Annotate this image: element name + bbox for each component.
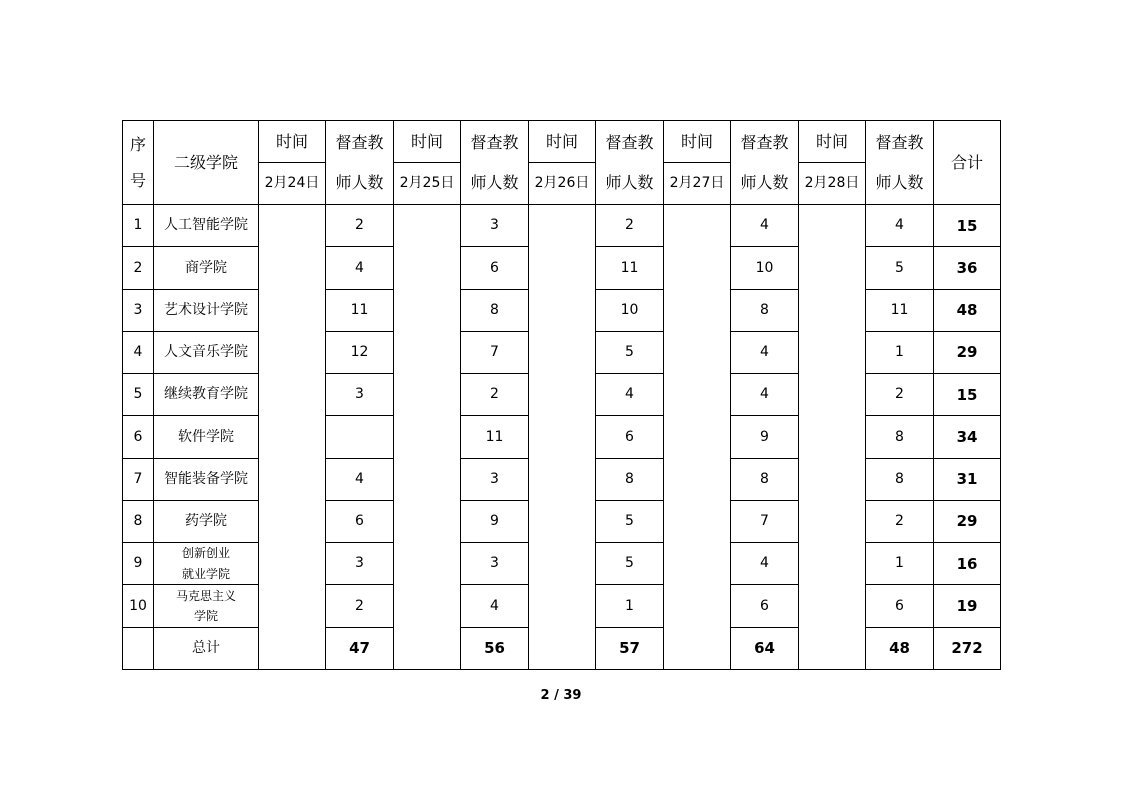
count-cell: 8 bbox=[866, 458, 934, 500]
column-total: 64 bbox=[731, 627, 799, 669]
row-seq: 9 bbox=[123, 543, 154, 585]
row-seq: 7 bbox=[123, 458, 154, 500]
count-cell: 6 bbox=[866, 585, 934, 627]
count-cell: 9 bbox=[461, 500, 529, 542]
time-blank-cell bbox=[394, 205, 461, 670]
time-blank-cell bbox=[259, 205, 326, 670]
date-header: 2月27日 bbox=[664, 163, 731, 205]
time-header: 时间 bbox=[799, 121, 866, 163]
count-cell: 6 bbox=[731, 585, 799, 627]
column-total: 56 bbox=[461, 627, 529, 669]
row-total: 29 bbox=[934, 500, 1001, 542]
seq-header: 序 号 bbox=[123, 121, 154, 205]
time-header: 时间 bbox=[664, 121, 731, 163]
time-header: 时间 bbox=[394, 121, 461, 163]
college-name-line: 马克思主义 bbox=[175, 588, 236, 603]
column-total: 57 bbox=[596, 627, 664, 669]
total-label: 总计 bbox=[154, 627, 259, 669]
count-cell: 2 bbox=[326, 205, 394, 247]
count-cell: 2 bbox=[461, 374, 529, 416]
count-cell: 2 bbox=[866, 500, 934, 542]
date-header: 2月24日 bbox=[259, 163, 326, 205]
grand-total: 272 bbox=[934, 627, 1001, 669]
count-header: 督查教 师人数 bbox=[326, 121, 394, 205]
row-seq: 8 bbox=[123, 500, 154, 542]
count-cell: 11 bbox=[596, 247, 664, 289]
count-cell: 4 bbox=[731, 205, 799, 247]
college-name-line: 创新创业 bbox=[181, 546, 230, 561]
count-cell: 7 bbox=[731, 500, 799, 542]
row-total: 15 bbox=[934, 205, 1001, 247]
row-seq: 2 bbox=[123, 247, 154, 289]
row-total: 31 bbox=[934, 458, 1001, 500]
count-header: 督查教 师人数 bbox=[596, 121, 664, 205]
row-college-name: 人工智能学院 bbox=[154, 205, 259, 247]
college-name-line: 就业学院 bbox=[181, 566, 230, 581]
count-cell: 8 bbox=[731, 289, 799, 331]
row-total: 16 bbox=[934, 543, 1001, 585]
count-cell: 8 bbox=[461, 289, 529, 331]
count-cell: 8 bbox=[596, 458, 664, 500]
count-cell: 2 bbox=[866, 374, 934, 416]
table-header bbox=[123, 121, 1001, 205]
count-cell: 6 bbox=[326, 500, 394, 542]
count-cell: 3 bbox=[461, 543, 529, 585]
row-total: 36 bbox=[934, 247, 1001, 289]
row-seq: 10 bbox=[123, 585, 154, 627]
count-cell: 4 bbox=[461, 585, 529, 627]
count-cell: 1 bbox=[596, 585, 664, 627]
count-cell: 10 bbox=[596, 289, 664, 331]
count-cell: 4 bbox=[326, 458, 394, 500]
count-cell: 1 bbox=[866, 543, 934, 585]
row-college-name: 人文音乐学院 bbox=[154, 331, 259, 373]
count-cell: 12 bbox=[326, 331, 394, 373]
row-college-name bbox=[154, 585, 259, 627]
row-total: 29 bbox=[934, 331, 1001, 373]
row-college-name: 智能装备学院 bbox=[154, 458, 259, 500]
count-cell: 2 bbox=[596, 205, 664, 247]
count-cell: 8 bbox=[731, 458, 799, 500]
time-blank-cell bbox=[664, 205, 731, 670]
count-cell: 3 bbox=[326, 543, 394, 585]
page-number: 2 / 39 bbox=[540, 688, 582, 703]
row-total: 48 bbox=[934, 289, 1001, 331]
count-cell: 6 bbox=[461, 247, 529, 289]
row-total: 19 bbox=[934, 585, 1001, 627]
count-cell: 11 bbox=[326, 289, 394, 331]
count-cell: 6 bbox=[596, 416, 664, 458]
row-college-name: 药学院 bbox=[154, 500, 259, 542]
count-cell: 8 bbox=[866, 416, 934, 458]
count-cell: 9 bbox=[731, 416, 799, 458]
count-header: 督查教 师人数 bbox=[866, 121, 934, 205]
time-header: 时间 bbox=[529, 121, 596, 163]
count-cell: 5 bbox=[596, 543, 664, 585]
count-cell: 4 bbox=[731, 543, 799, 585]
count-cell: 2 bbox=[326, 585, 394, 627]
table-body bbox=[123, 205, 1001, 670]
row-seq: 6 bbox=[123, 416, 154, 458]
count-cell: 4 bbox=[731, 374, 799, 416]
count-cell: 4 bbox=[326, 247, 394, 289]
count-cell: 10 bbox=[731, 247, 799, 289]
row-seq: 5 bbox=[123, 374, 154, 416]
row-college-name: 继续教育学院 bbox=[154, 374, 259, 416]
count-cell: 11 bbox=[461, 416, 529, 458]
count-cell: 4 bbox=[866, 205, 934, 247]
count-cell: 5 bbox=[596, 500, 664, 542]
count-cell: 3 bbox=[326, 374, 394, 416]
row-college-name: 艺术设计学院 bbox=[154, 289, 259, 331]
row-total: 15 bbox=[934, 374, 1001, 416]
count-cell bbox=[326, 416, 394, 458]
row-college-name: 软件学院 bbox=[154, 416, 259, 458]
count-cell: 4 bbox=[731, 331, 799, 373]
table-row bbox=[123, 205, 1001, 247]
count-header: 督查教 师人数 bbox=[461, 121, 529, 205]
count-cell: 7 bbox=[461, 331, 529, 373]
count-cell: 11 bbox=[866, 289, 934, 331]
row-college-name: 商学院 bbox=[154, 247, 259, 289]
count-cell: 5 bbox=[596, 331, 664, 373]
count-cell: 5 bbox=[866, 247, 934, 289]
column-total: 47 bbox=[326, 627, 394, 669]
row-seq: 1 bbox=[123, 205, 154, 247]
date-header: 2月25日 bbox=[394, 163, 461, 205]
count-cell: 4 bbox=[596, 374, 664, 416]
college-name-line: 学院 bbox=[193, 609, 218, 624]
time-blank-cell bbox=[799, 205, 866, 670]
time-blank-cell bbox=[529, 205, 596, 670]
count-cell: 1 bbox=[866, 331, 934, 373]
total-row-seq bbox=[123, 627, 154, 669]
row-seq: 4 bbox=[123, 331, 154, 373]
row-college-name bbox=[154, 543, 259, 585]
row-total: 34 bbox=[934, 416, 1001, 458]
college-header: 二级学院 bbox=[154, 121, 259, 205]
time-header: 时间 bbox=[259, 121, 326, 163]
count-cell: 3 bbox=[461, 205, 529, 247]
date-header: 2月26日 bbox=[529, 163, 596, 205]
column-total: 48 bbox=[866, 627, 934, 669]
count-header: 督查教 师人数 bbox=[731, 121, 799, 205]
inspection-table bbox=[122, 120, 1001, 670]
total-header: 合计 bbox=[934, 121, 1001, 205]
date-header: 2月28日 bbox=[799, 163, 866, 205]
count-cell: 3 bbox=[461, 458, 529, 500]
row-seq: 3 bbox=[123, 289, 154, 331]
